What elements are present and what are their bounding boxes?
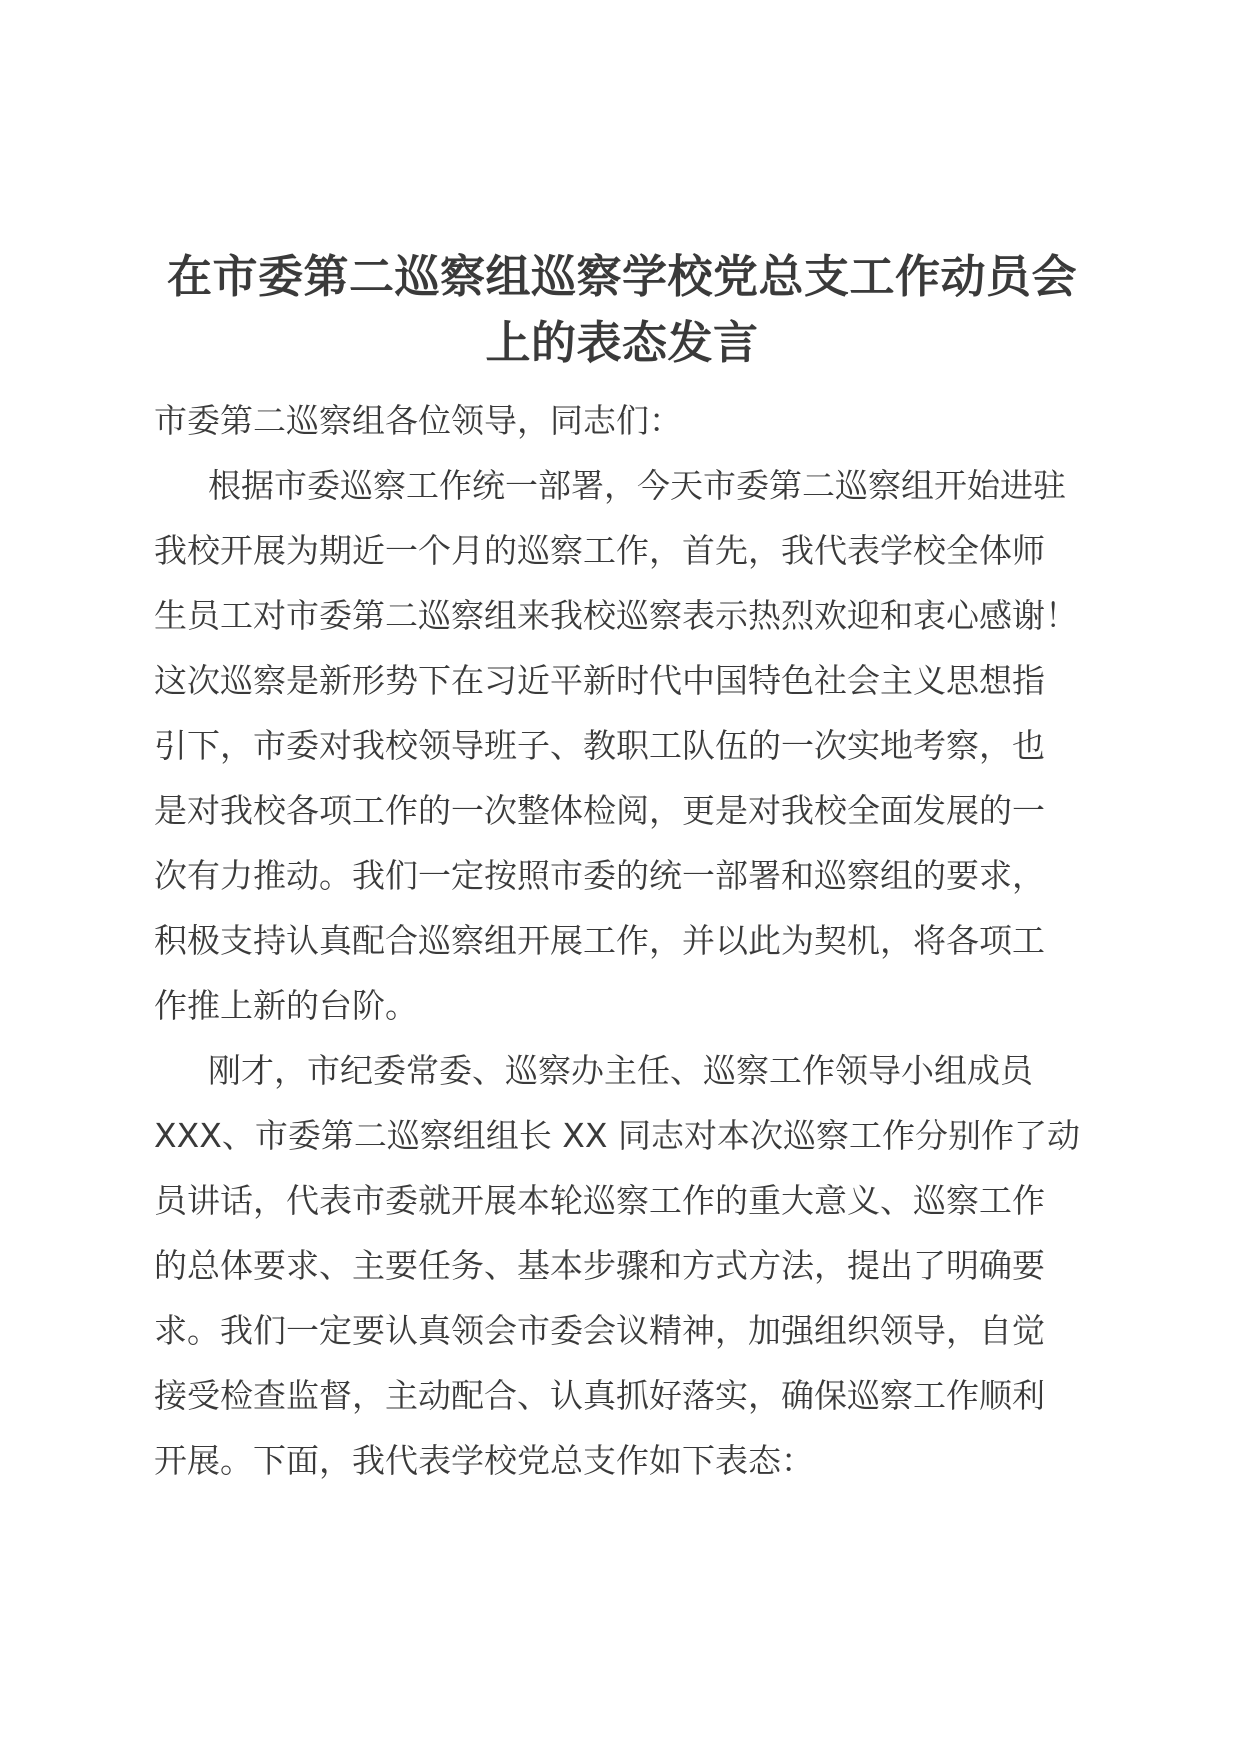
- document-title: [154, 244, 1090, 376]
- title-line-1: 在市委第二巡察组巡察学校党总支工作动员会: [166, 250, 1077, 303]
- paragraph-line: 求。我们一定要认真领会市委会议精神，加强组织领导，自觉: [154, 1311, 1045, 1350]
- salutation: 市委第二巡察组各位领导，同志们：: [154, 401, 682, 440]
- paragraph-line: 引下，市委对我校领导班子、教职工队伍的一次实地考察，也: [154, 726, 1045, 765]
- paragraph-line: 接受检查监督，主动配合、认真抓好落实，确保巡察工作顺利: [154, 1376, 1045, 1415]
- paragraph-2: [154, 1038, 1090, 1493]
- paragraph-1: [154, 453, 1090, 1038]
- paragraph-line: 作推上新的台阶。: [154, 986, 418, 1025]
- paragraph-line: 的总体要求、主要任务、基本步骤和方式方法，提出了明确要: [154, 1246, 1045, 1285]
- paragraph-line: 次有力推动。我们一定按照市委的统一部署和巡察组的要求，: [154, 856, 1045, 895]
- paragraph-line: 是对我校各项工作的一次整体检阅，更是对我校全面发展的一: [154, 791, 1045, 830]
- paragraph-line: 刚才，市纪委常委、巡察办主任、巡察工作领导小组成员: [208, 1051, 1033, 1090]
- paragraph-line: 这次巡察是新形势下在习近平新时代中国特色社会主义思想指: [154, 661, 1045, 700]
- paragraph-line: 我校开展为期近一个月的巡察工作，首先，我代表学校全体师: [154, 531, 1045, 570]
- paragraph-line: 积极支持认真配合巡察组开展工作，并以此为契机，将各项工: [154, 921, 1045, 960]
- title-line-2: 上的表态发言: [485, 316, 759, 369]
- paragraph-line: 生员工对市委第二巡察组来我校巡察表示热烈欢迎和衷心感谢！: [154, 596, 1078, 635]
- document-page: [154, 244, 1090, 1493]
- paragraph-line: 根据市委巡察工作统一部署，今天市委第二巡察组开始进驻: [208, 466, 1066, 505]
- paragraph-line: 开展。下面，我代表学校党总支作如下表态：: [154, 1441, 814, 1480]
- paragraph-line: 员讲话，代表市委就开展本轮巡察工作的重大意义、巡察工作: [154, 1181, 1045, 1220]
- paragraph-line: XXX、市委第二巡察组组长 XX 同志对本次巡察工作分别作了动: [154, 1116, 1081, 1155]
